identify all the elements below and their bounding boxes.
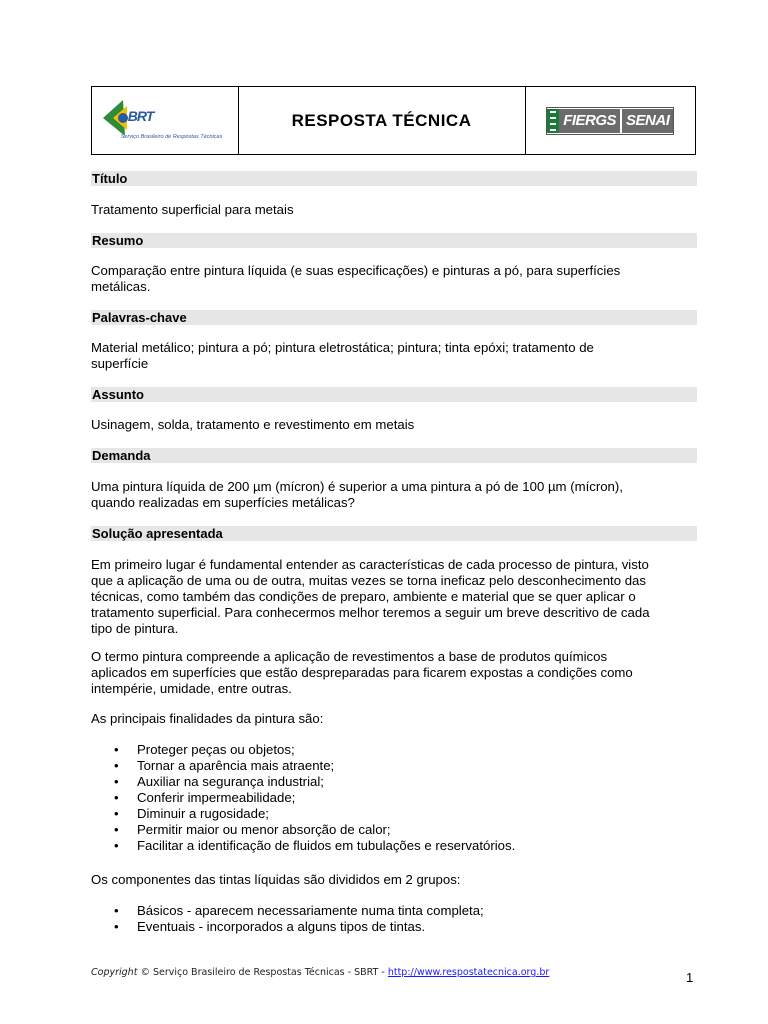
header-table — [91, 86, 696, 155]
section-heading: Título — [91, 171, 697, 186]
section-heading: Assunto — [91, 387, 697, 402]
text-line: tipo de pintura. — [91, 621, 179, 636]
list-item — [91, 790, 691, 806]
bullet-icon: • — [114, 774, 119, 789]
list-item-text: Proteger peças ou objetos; — [137, 742, 295, 757]
text-line: que a aplicação de uma ou de outra, muitas vezes se torna ineficaz pelo desconhecimento das — [91, 573, 646, 588]
bullet-icon: • — [114, 919, 119, 934]
bullet-icon: • — [114, 742, 119, 757]
demanda-text — [91, 479, 691, 511]
fiergs-emblem-icon — [547, 109, 559, 133]
bullet-icon: • — [114, 838, 119, 853]
text-line: intempérie, umidade, entre outras. — [91, 681, 292, 696]
copyright-word: Copyright — [91, 967, 138, 978]
text-line: O termo pintura compreende a aplicação de revestimentos a base de produtos químicos — [91, 649, 608, 664]
section-demanda — [91, 448, 697, 463]
list-item-text: Permitir maior ou menor absorção de calor; — [137, 822, 391, 837]
componentes-list — [91, 903, 691, 935]
fiergs-senai-logo — [546, 107, 674, 135]
text-line: superfície — [91, 356, 149, 371]
text-line: Comparação entre pintura líquida (e suas especificações) e pinturas a pó, para superfícies — [91, 263, 621, 278]
sbrt-logo — [99, 96, 231, 146]
text-line: Em primeiro lugar é fundamental entender as características de cada processo de pintura, visto — [91, 557, 649, 572]
list-item — [91, 919, 691, 935]
finalidades-list — [91, 742, 691, 854]
list-item — [91, 758, 691, 774]
page-number: 1 — [686, 970, 694, 985]
footer-link[interactable]: http://www.respostatecnica.org.br — [387, 967, 550, 978]
bullet-icon: • — [114, 903, 119, 918]
bullet-icon: • — [114, 790, 119, 805]
text-line: Uma pintura líquida de 200 µm (mícron) é superior a uma pintura a pó de 100 µm (mícron), — [91, 479, 623, 494]
section-heading: Resumo — [91, 233, 697, 248]
fiergs-logo-text: FIERGS — [559, 109, 620, 133]
solucao-paragraph-1 — [91, 557, 691, 637]
section-solucao — [91, 526, 697, 541]
section-assunto — [91, 387, 697, 402]
senai-logo-text: SENAI — [622, 109, 673, 133]
solucao-paragraph-2 — [91, 649, 691, 697]
resumo-text — [91, 263, 691, 295]
document-title: RESPOSTA TÉCNICA — [291, 110, 472, 130]
section-heading: Solução apresentada — [91, 526, 697, 541]
list-item-text: Tornar a aparência mais atraente; — [137, 758, 335, 773]
sbrt-logo-brand: BRT — [127, 107, 154, 124]
list-item — [91, 774, 691, 790]
solucao-paragraph-3: As principais finalidades da pintura são: — [91, 711, 324, 726]
footer-text: © Serviço Brasileiro de Respostas Técnicas - SBRT - — [137, 967, 388, 978]
list-item — [91, 903, 691, 919]
titulo-text: Tratamento superficial para metais — [91, 202, 294, 217]
sbrt-logo-tagline: Serviço Brasileiro de Respostas Técnicas — [120, 133, 223, 140]
text-line: tratamento superficial. Para conhecermos melhor teremos a seguir um breve descritivo de cada — [91, 605, 650, 620]
list-item-text: Auxiliar na segurança industrial; — [137, 774, 324, 789]
solucao-paragraph-4: Os componentes das tintas líquidas são divididos em 2 grupos: — [91, 872, 461, 887]
text-line: aplicados em superfícies que estão despreparadas para ficarem expostas a condições como — [91, 665, 633, 680]
list-item — [91, 838, 691, 854]
list-item — [91, 742, 691, 758]
list-item-text: Eventuais - incorporados a alguns tipos de tintas. — [137, 919, 426, 934]
bullet-icon: • — [114, 822, 119, 837]
section-palavras-chave — [91, 310, 697, 325]
list-item-text: Facilitar a identificação de fluidos em tubulações e reservatórios. — [137, 838, 516, 853]
header-title-cell — [239, 87, 526, 154]
text-line: metálicas. — [91, 279, 151, 294]
bullet-icon: • — [114, 758, 119, 773]
section-titulo — [91, 171, 697, 186]
assunto-text: Usinagem, solda, tratamento e revestimento em metais — [91, 417, 415, 432]
page-footer — [91, 967, 549, 978]
list-item — [91, 822, 691, 838]
section-resumo — [91, 233, 697, 248]
header-logo-cell — [92, 87, 239, 154]
section-heading: Demanda — [91, 448, 697, 463]
list-item-text: Básicos - aparecem necessariamente numa tinta completa; — [137, 903, 484, 918]
list-item-text: Diminuir a rugosidade; — [137, 806, 269, 821]
text-line: técnicas, como também das condições de preparo, ambiente e material que se quer aplicar o — [91, 589, 636, 604]
palavras-chave-text — [91, 340, 691, 372]
list-item-text: Conferir impermeabilidade; — [137, 790, 296, 805]
section-heading: Palavras-chave — [91, 310, 697, 325]
text-line: quando realizadas em superfícies metálicas? — [91, 495, 355, 510]
list-item — [91, 806, 691, 822]
bullet-icon: • — [114, 806, 119, 821]
text-line: Material metálico; pintura a pó; pintura eletrostática; pintura; tinta epóxi; tratamento de — [91, 340, 594, 355]
header-partner-cell — [526, 87, 695, 154]
